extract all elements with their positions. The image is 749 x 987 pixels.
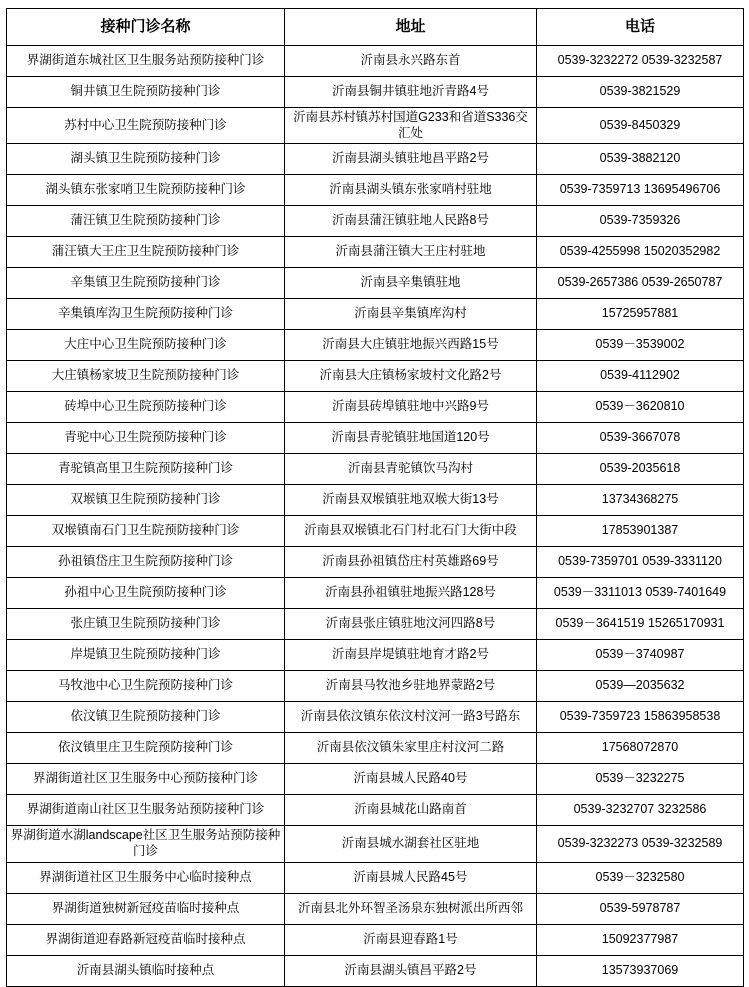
clinic-address-cell: 沂南县岸堤镇驻地育才路2号 bbox=[285, 640, 537, 671]
clinic-name-cell: 蒲汪镇大王庄卫生院预防接种门诊 bbox=[7, 237, 285, 268]
clinic-address-cell: 沂南县苏村镇苏村国道G233和省道S336交汇处 bbox=[285, 108, 537, 144]
column-header-phone: 电话 bbox=[537, 9, 744, 46]
table-row bbox=[7, 795, 744, 826]
clinic-address-cell: 沂南县辛集镇库沟村 bbox=[285, 299, 537, 330]
clinic-name-cell: 孙祖中心卫生院预防接种门诊 bbox=[7, 578, 285, 609]
clinic-phone-cell: 0539-3667078 bbox=[537, 423, 744, 454]
clinic-name-cell: 双堠镇南石门卫生院预防接种门诊 bbox=[7, 516, 285, 547]
clinic-address-cell: 沂南县青驼镇驻地国道120号 bbox=[285, 423, 537, 454]
clinic-phone-cell: 0539-4255998 15020352982 bbox=[537, 237, 744, 268]
clinic-phone-cell: 0539－3620810 bbox=[537, 392, 744, 423]
clinic-name-cell: 张庄镇卫生院预防接种门诊 bbox=[7, 609, 285, 640]
clinic-address-cell: 沂南县迎春路1号 bbox=[285, 924, 537, 955]
clinic-phone-cell: 15725957881 bbox=[537, 299, 744, 330]
clinic-name-cell: 辛集镇卫生院预防接种门诊 bbox=[7, 268, 285, 299]
clinic-address-cell: 沂南县城水湖套社区驻地 bbox=[285, 826, 537, 862]
clinic-address-cell: 沂南县辛集镇驻地 bbox=[285, 268, 537, 299]
clinic-address-cell: 沂南县依汶镇东依汶村汶河一路3号路东 bbox=[285, 702, 537, 733]
clinic-phone-cell: 0539-8450329 bbox=[537, 108, 744, 144]
clinic-phone-cell: 0539－3539002 bbox=[537, 330, 744, 361]
table-row bbox=[7, 392, 744, 423]
table-row bbox=[7, 640, 744, 671]
table-row bbox=[7, 578, 744, 609]
clinic-name-cell: 界湖街道迎春路新冠疫苗临时接种点 bbox=[7, 924, 285, 955]
clinic-phone-cell: 0539-3232707 3232586 bbox=[537, 795, 744, 826]
table-row bbox=[7, 423, 744, 454]
table-row bbox=[7, 893, 744, 924]
clinic-address-cell: 沂南县蒲汪镇驻地人民路8号 bbox=[285, 206, 537, 237]
clinic-phone-cell: 17853901387 bbox=[537, 516, 744, 547]
clinic-address-cell: 沂南县永兴路东首 bbox=[285, 46, 537, 77]
clinic-phone-cell: 0539－3641519 15265170931 bbox=[537, 609, 744, 640]
clinic-name-cell: 大庄镇杨家坡卫生院预防接种门诊 bbox=[7, 361, 285, 392]
clinic-address-cell: 沂南县北外环智圣汤泉东独树派出所西邻 bbox=[285, 893, 537, 924]
clinic-name-cell: 青驼中心卫生院预防接种门诊 bbox=[7, 423, 285, 454]
clinic-phone-cell: 0539－3740987 bbox=[537, 640, 744, 671]
clinic-name-cell: 界湖街道南山社区卫生服务站预防接种门诊 bbox=[7, 795, 285, 826]
clinic-phone-cell: 15092377987 bbox=[537, 924, 744, 955]
clinic-name-cell: 界湖街道社区卫生服务中心预防接种门诊 bbox=[7, 764, 285, 795]
clinic-phone-cell: 0539-3232272 0539-3232587 bbox=[537, 46, 744, 77]
clinic-name-cell: 砖埠中心卫生院预防接种门诊 bbox=[7, 392, 285, 423]
table-header-row bbox=[7, 9, 744, 46]
clinic-name-cell: 马牧池中心卫生院预防接种门诊 bbox=[7, 671, 285, 702]
clinic-name-cell: 岸堤镇卫生院预防接种门诊 bbox=[7, 640, 285, 671]
clinic-name-cell: 界湖街道独树新冠疫苗临时接种点 bbox=[7, 893, 285, 924]
clinic-phone-cell: 0539-2035618 bbox=[537, 454, 744, 485]
clinic-address-cell: 沂南县大庄镇杨家坡村文化路2号 bbox=[285, 361, 537, 392]
table-row bbox=[7, 237, 744, 268]
clinic-phone-cell: 0539－3311013 0539-7401649 bbox=[537, 578, 744, 609]
table-row bbox=[7, 299, 744, 330]
clinic-name-cell: 界湖街道水湖landscape社区卫生服务站预防接种门诊 bbox=[7, 826, 285, 862]
clinic-phone-cell: 0539-3882120 bbox=[537, 144, 744, 175]
clinic-address-cell: 沂南县蒲汪镇大王庄村驻地 bbox=[285, 237, 537, 268]
clinic-address-cell: 沂南县湖头镇驻地昌平路2号 bbox=[285, 144, 537, 175]
clinic-address-cell: 沂南县马牧池乡驻地界蒙路2号 bbox=[285, 671, 537, 702]
clinic-address-cell: 沂南县砖埠镇驻地中兴路9号 bbox=[285, 392, 537, 423]
clinic-name-cell: 界湖街道社区卫生服务中心临时接种点 bbox=[7, 862, 285, 893]
clinic-address-cell: 沂南县湖头镇昌平路2号 bbox=[285, 955, 537, 986]
clinic-address-cell: 沂南县青驼镇饮马沟村 bbox=[285, 454, 537, 485]
table-row bbox=[7, 609, 744, 640]
table-row bbox=[7, 77, 744, 108]
clinic-name-cell: 蒲汪镇卫生院预防接种门诊 bbox=[7, 206, 285, 237]
clinic-name-cell: 依汶镇卫生院预防接种门诊 bbox=[7, 702, 285, 733]
clinic-phone-cell: 0539－3232275 bbox=[537, 764, 744, 795]
table-body bbox=[7, 46, 744, 987]
clinic-phone-cell: 0539-7359713 13695496706 bbox=[537, 175, 744, 206]
clinic-phone-cell: 13734368275 bbox=[537, 485, 744, 516]
clinic-name-cell: 铜井镇卫生院预防接种门诊 bbox=[7, 77, 285, 108]
clinic-name-cell: 湖头镇东张家哨卫生院预防接种门诊 bbox=[7, 175, 285, 206]
table-row bbox=[7, 924, 744, 955]
clinic-address-cell: 沂南县张庄镇驻地汶河四路8号 bbox=[285, 609, 537, 640]
clinic-name-cell: 大庄中心卫生院预防接种门诊 bbox=[7, 330, 285, 361]
clinic-phone-cell: 0539-7359701 0539-3331120 bbox=[537, 547, 744, 578]
clinic-name-cell: 辛集镇库沟卫生院预防接种门诊 bbox=[7, 299, 285, 330]
table-row bbox=[7, 826, 744, 862]
clinic-name-cell: 湖头镇卫生院预防接种门诊 bbox=[7, 144, 285, 175]
table-row bbox=[7, 206, 744, 237]
clinic-phone-cell: 0539-2657386 0539-2650787 bbox=[537, 268, 744, 299]
clinic-address-cell: 沂南县孙祖镇岱庄村英雄路69号 bbox=[285, 547, 537, 578]
column-header-address: 地址 bbox=[285, 9, 537, 46]
clinic-name-cell: 孙祖镇岱庄卫生院预防接种门诊 bbox=[7, 547, 285, 578]
table-row bbox=[7, 108, 744, 144]
table-row bbox=[7, 516, 744, 547]
table-header bbox=[7, 9, 744, 46]
clinic-address-cell: 沂南县依汶镇朱家里庄村汶河二路 bbox=[285, 733, 537, 764]
clinic-address-cell: 沂南县孙祖镇驻地振兴路128号 bbox=[285, 578, 537, 609]
table-row bbox=[7, 702, 744, 733]
table-row bbox=[7, 330, 744, 361]
clinic-name-cell: 双堠镇卫生院预防接种门诊 bbox=[7, 485, 285, 516]
clinic-address-cell: 沂南县湖头镇东张家哨村驻地 bbox=[285, 175, 537, 206]
clinic-address-cell: 沂南县大庄镇驻地振兴西路15号 bbox=[285, 330, 537, 361]
table-row bbox=[7, 454, 744, 485]
table-row bbox=[7, 547, 744, 578]
table-row bbox=[7, 144, 744, 175]
clinic-address-cell: 沂南县城人民路45号 bbox=[285, 862, 537, 893]
table-row bbox=[7, 361, 744, 392]
vaccination-clinic-table bbox=[6, 8, 744, 987]
table-row bbox=[7, 671, 744, 702]
clinic-phone-cell: 17568072870 bbox=[537, 733, 744, 764]
table-row bbox=[7, 485, 744, 516]
table-row bbox=[7, 733, 744, 764]
table-row bbox=[7, 862, 744, 893]
table-row bbox=[7, 46, 744, 77]
clinic-phone-cell: 0539-7359326 bbox=[537, 206, 744, 237]
table-row bbox=[7, 175, 744, 206]
table-row bbox=[7, 955, 744, 986]
clinic-name-cell: 界湖街道东城社区卫生服务站预防接种门诊 bbox=[7, 46, 285, 77]
table-row bbox=[7, 764, 744, 795]
table-row bbox=[7, 268, 744, 299]
clinic-name-cell: 沂南县湖头镇临时接种点 bbox=[7, 955, 285, 986]
column-header-name: 接种门诊名称 bbox=[7, 9, 285, 46]
clinic-address-cell: 沂南县城人民路40号 bbox=[285, 764, 537, 795]
clinic-phone-cell: 0539-7359723 15863958538 bbox=[537, 702, 744, 733]
clinic-address-cell: 沂南县双堠镇驻地双堠大街13号 bbox=[285, 485, 537, 516]
clinic-phone-cell: 0539-3232273 0539-3232589 bbox=[537, 826, 744, 862]
clinic-address-cell: 沂南县铜井镇驻地沂青路4号 bbox=[285, 77, 537, 108]
clinic-phone-cell: 0539-5978787 bbox=[537, 893, 744, 924]
clinic-phone-cell: 0539-4112902 bbox=[537, 361, 744, 392]
clinic-name-cell: 苏村中心卫生院预防接种门诊 bbox=[7, 108, 285, 144]
clinic-name-cell: 依汶镇里庄卫生院预防接种门诊 bbox=[7, 733, 285, 764]
clinic-address-cell: 沂南县双堠镇北石门村北石门大街中段 bbox=[285, 516, 537, 547]
clinic-name-cell: 青驼镇高里卫生院预防接种门诊 bbox=[7, 454, 285, 485]
clinic-phone-cell: 0539－3232580 bbox=[537, 862, 744, 893]
clinic-address-cell: 沂南县城花山路南首 bbox=[285, 795, 537, 826]
clinic-phone-cell: 13573937069 bbox=[537, 955, 744, 986]
clinic-phone-cell: 0539—2035632 bbox=[537, 671, 744, 702]
clinic-phone-cell: 0539-3821529 bbox=[537, 77, 744, 108]
